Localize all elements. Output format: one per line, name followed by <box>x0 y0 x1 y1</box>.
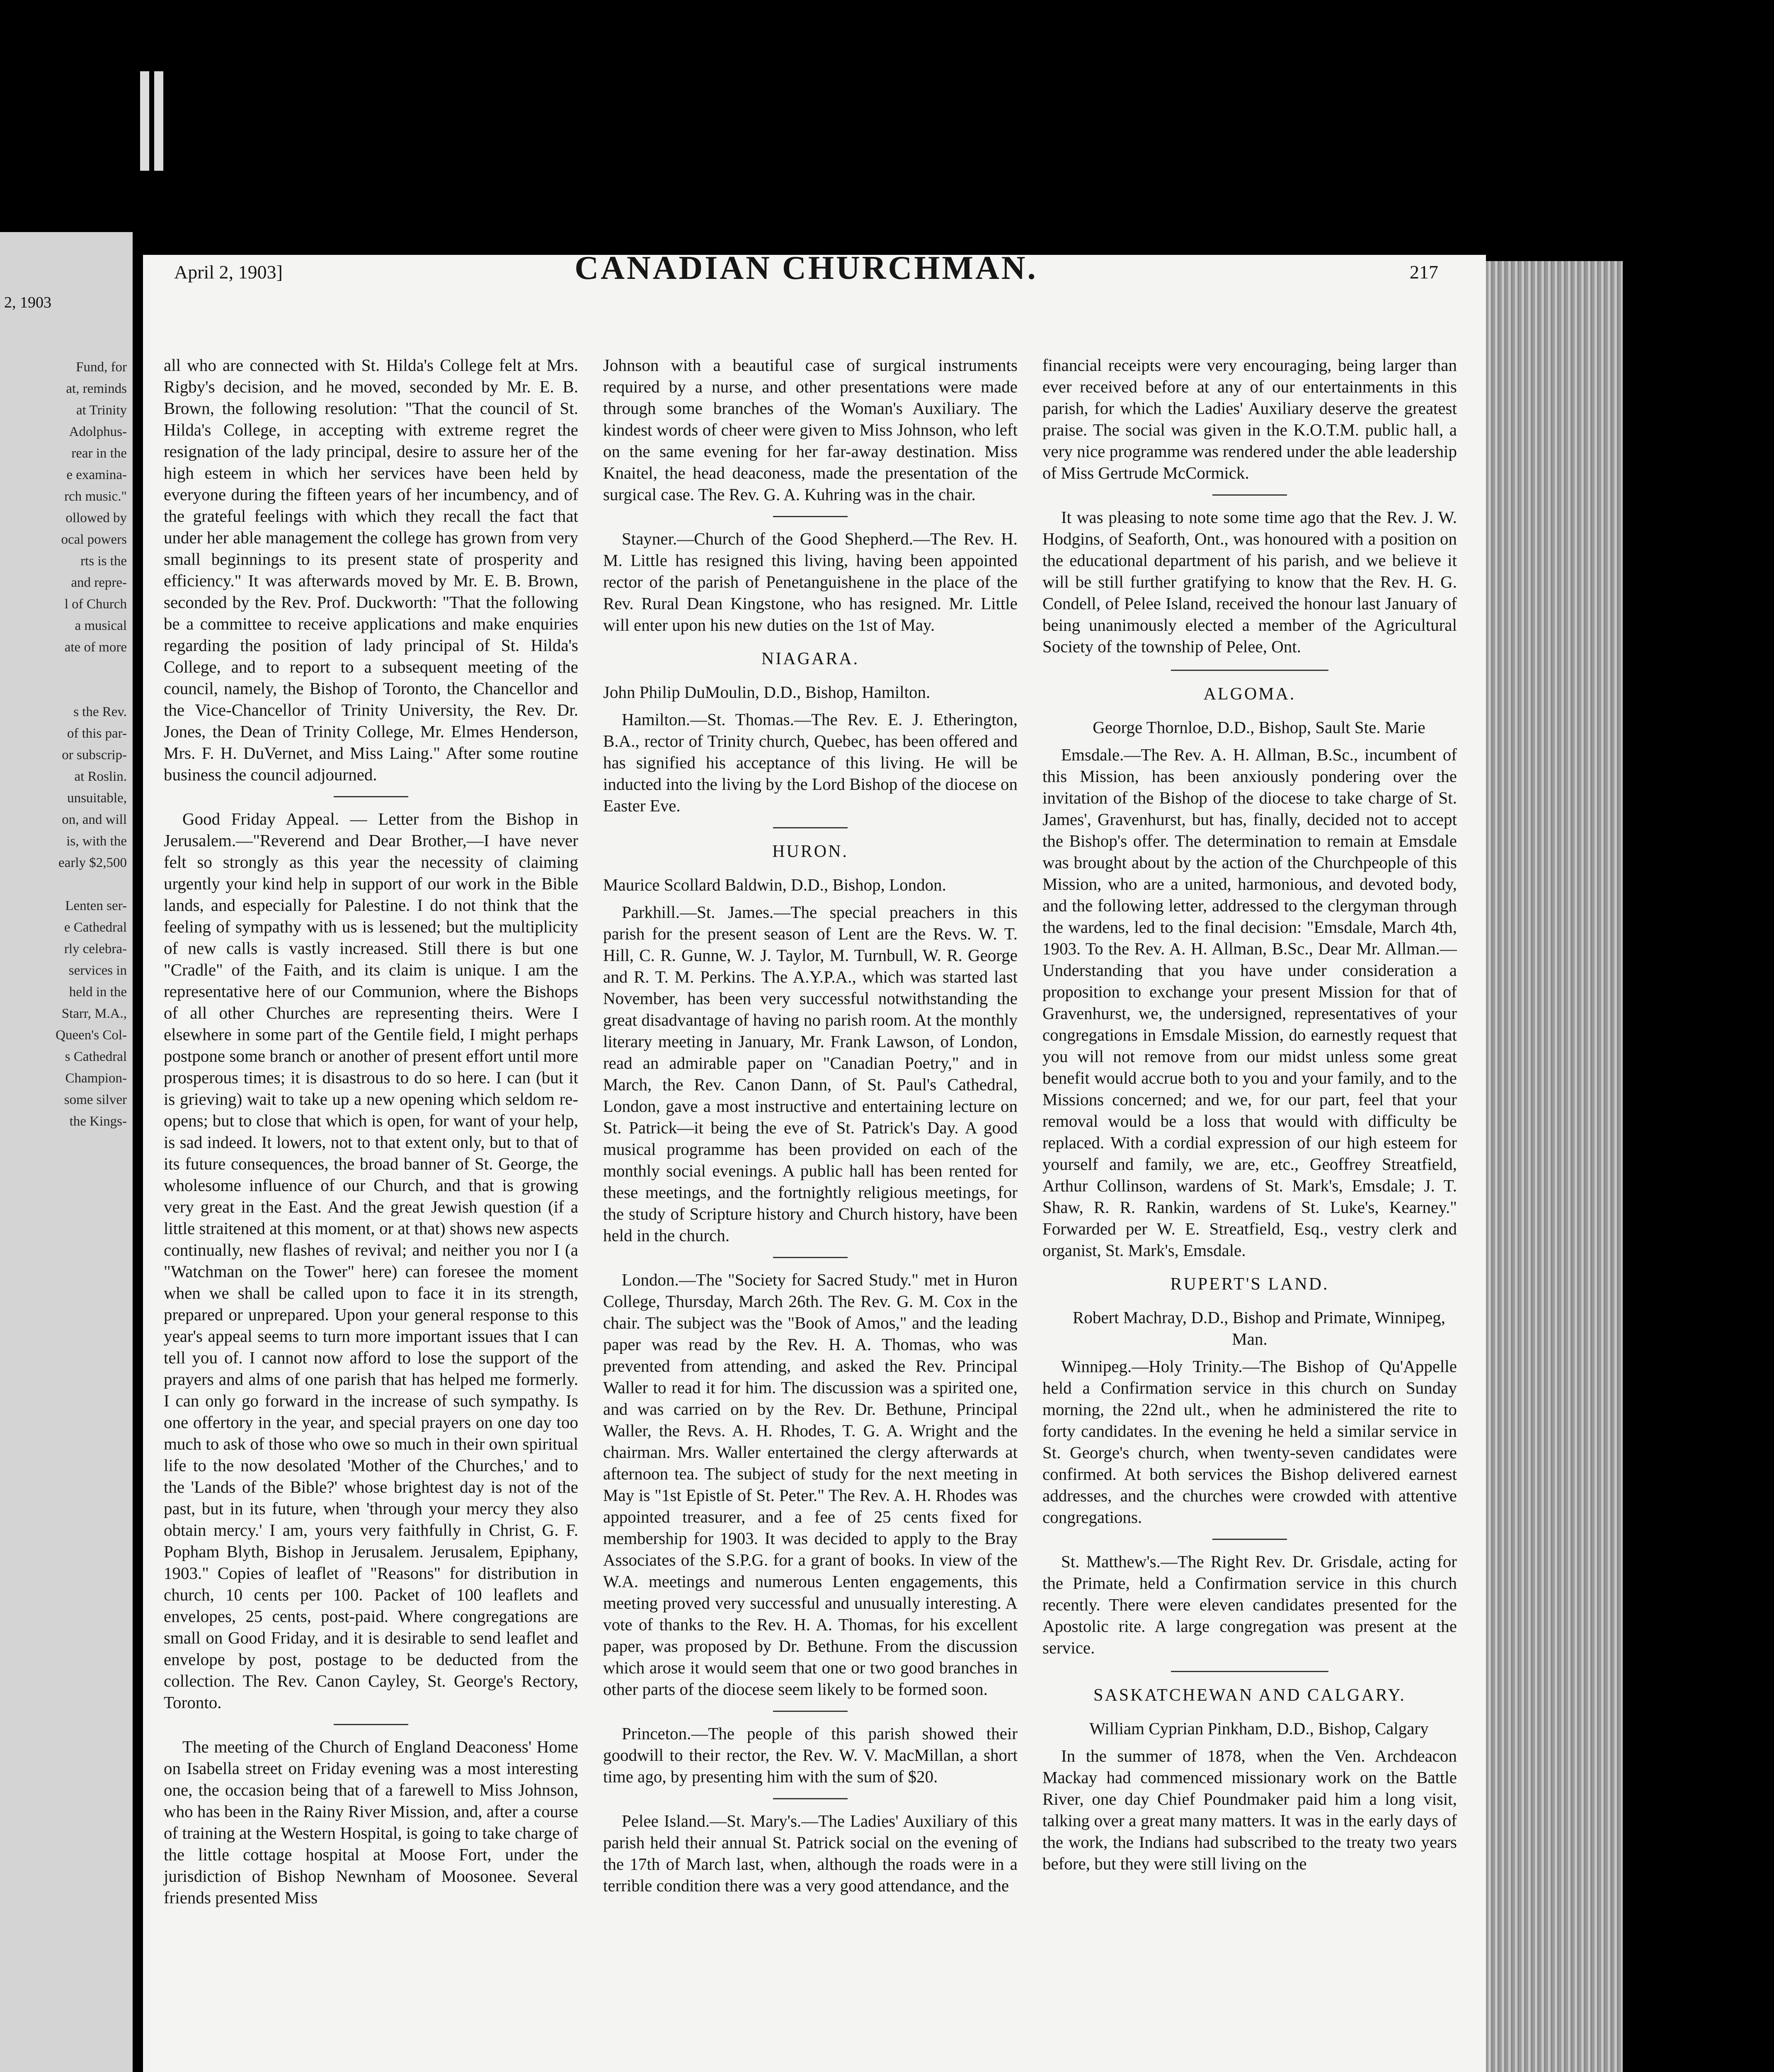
section-rule <box>773 1798 848 1799</box>
previous-page-edge <box>0 232 133 2072</box>
section-rule <box>1212 494 1287 496</box>
section-rule <box>1212 1539 1287 1540</box>
page-stack-edge <box>1486 261 1623 2072</box>
article-paragraph: It was pleasing to note some time ago that the Rev. J. W. Hodgins, of Seaforth, Ont., was honoured with a position on the educational department of his parish, and we believe it will be still further gratifying to know that the Rev. H. G. Condell, of Pelee Island, received the honour last January of being unanimously elected a member of the Agricultural Society of the township of Pelee, Ont. <box>1042 508 1457 656</box>
article-paragraph: Winnipeg.—Holy Trinity.—The Bishop of Qu'Appelle held a Confirmation service in this church on Sunday morning, the 22nd ult., when he administered the rite to forty candidates. In the evening he held a similar service in St. George's church, when twenty-seven candidates were confirmed. At both services the Bishop delivered earnest addresses, and the churches were crowded with attentive congregations. <box>1042 1357 1457 1527</box>
article-paragraph: Parkhill.—St. James.—The special preachers in this parish for the present season of Lent are the Revs. W. T. Hill, C. R. Gunne, W. J. Taylor, M. Turnbull, W. R. George and R. T. M. Perkins. The A.Y.P.A., which was started last November, has been very successful notwithstanding the great disadvantage of having no parish room. At the monthly literary meeting in January, Mr. Frank Lawson, of London, read an admirable paper on "Canadian Poetry," and in March, the Rev. Canon Dann, of St. Paul's Cathedral, London, gave a most instructive and entertaining lecture on St. Patrick—it being the eve of St. Patrick's Day. A good musical programme has been provided on each of the monthly social evenings. A public hall has been rented for these meetings, and the fortnightly religious meetings, for the study of Scripture history and Church history, have been held in the church. <box>603 903 1018 1245</box>
article-paragraph: all who are connected with St. Hilda's College felt at Mrs. Rigby's decision, and he moved, seconded by Mr. E. B. Brown, the following resolution: "That the council of St. Hilda's College, in accepting with extreme regret the resignation of the lady principal, desire to assure her of the high esteem in which her services have been held by everyone during the fifteen years of her incumbency, and of the grateful feelings with which they recall the fact that under her able management the college has grown from very small beginnings to its present state of prosperity and efficiency." It was afterwards moved by Mr. E. B. Brown, seconded by the Rev. Prof. Duckworth: "That the following be a committee to receive applications and make enquiries regarding the position of lady principal of St. Hilda's College, and to report to a subsequent meeting of the council, namely, the Bishop of Toronto, the Chancellor and the Vice-Chancellor of Trinity University, the Rev. Dr. Jones, the Dean of Trinity College, Mr. Elmes Henderson, Mrs. F. H. DuVernet, and Miss Laing." After some routine business the council adjourned. <box>164 356 578 784</box>
article-paragraph: Johnson with a beautiful case of surgical instruments required by a nurse, and other presentations were made through some branches of the Woman's Auxiliary. The kindest words of cheer were given to Miss Johnson, who left on the same evening for her far-away destination. Miss Knaitel, the head deaconess, made the presentation of the surgical case. The Rev. G. A. Kuhring was in the chair. <box>603 356 1018 504</box>
section-rule <box>773 1711 848 1712</box>
film-mark <box>154 71 163 171</box>
section-rule <box>773 516 848 517</box>
article-paragraph: St. Matthew's.—The Right Rev. Dr. Grisdale, acting for the Primate, held a Confirmation service in this church recently. There were eleven candidates presented for the Apostolic rite. A large congregation was present at the service. <box>1042 1552 1457 1657</box>
article-paragraph: London.—The "Society for Sacred Study." met in Huron College, Thursday, March 26th. The Rev. G. M. Cox in the chair. The subject was the "Book of Amos," and the leading paper was read by the Rev. H. A. Thomas, who was prevented from attending, and asked the Rev. Principal Waller to read it for him. The discussion was a spirited one, and was carried on by the Rev. Dr. Bethune, Principal Waller, the Revs. A. H. Rhodes, T. G. A. Wright and the chairman. Mrs. Waller entertained the clergy afterwards at afternoon tea. The subject of study for the next meeting in May is "1st Epistle of St. Peter." The Rev. A. H. Rhodes was appointed treasurer, and a fee of 25 cents fixed for membership for 1903. It was decided to apply to the Bray Associates of the S.P.G. for a grant of books. In view of the W.A. meetings and numerous Lenten engagements, this meeting proved very successful and unusually interesting. A vote of thanks to the Rev. H. A. Thomas, for his excellent paper, was proposed by Dr. Bethune. From the discussion which arose it would seem that one or two good branches in other parts of the diocese seem likely to be formed soon. <box>603 1270 1018 1699</box>
article-paragraph: Emsdale.—The Rev. A. H. Allman, B.Sc., incumbent of this Mission, has been anxiously pondering over the invitation of the Bishop of the diocese to take charge of St. James', Gravenhurst, but has, finally, decided not to accept the Bishop's offer. The determination to remain at Emsdale was brought about by the action of the Churchpeople of this Mission, who are a united, harmonious, and devoted body, and the following letter, addressed to the clergyman through the wardens, led to the final decision: "Emsdale, March 4th, 1903. To the Rev. A. H. Allman, B.Sc., Dear Mr. Allman.—Understanding that you have under consideration a proposition to exchange your present Mission for that of Gravenhurst, we, the undersigned, representatives of your congregations in Emsdale Mission, do earnestly request that you will not remove from our midst unless some great benefit would accrue both to you and your family, and to the Missions concerned; and we, for our part, feel that your removal would be a loss that would with difficulty be replaced. With a cordial expression of our high esteem for yourself and family, we are, etc., Geoffrey Streatfield, Arthur Collinson, wardens of St. Mark's, Emsdale; J. T. Shaw, R. R. Rankin, wardens of St. Luke's, Kearney." Forwarded per W. E. Streatfield, Esq., vestry clerk and organist, St. Mark's, Emsdale. <box>1042 745 1457 1260</box>
article-paragraph: Hamilton.—St. Thomas.—The Rev. E. J. Etherington, B.A., rector of Trinity church, Quebec, has been offered and has signified his acceptance of this living. He will be inducted into the living by the Lord Bishop of the diocese on Easter Eve. <box>603 710 1018 815</box>
article-paragraph: The meeting of the Church of England Deaconess' Home on Isabella street on Friday evening was a most interesting one, the occasion being that of a farewell to Miss Johnson, who has been in the Rainy River Mission, and, after a course of training at the Western Hospital, is going to take charge of the little cottage hospital at Moose Fort, under the jurisdiction of Bishop Newnham of Moosonee. Several friends presented Miss <box>164 1737 578 1907</box>
bishop-line: Robert Machray, D.D., Bishop and Primate, Winnipeg, Man. <box>1072 1308 1446 1348</box>
section-rule <box>334 1724 408 1725</box>
previous-page-header: 2, 1903 <box>4 294 51 311</box>
column-1 <box>164 354 578 1914</box>
page-header <box>174 250 1438 332</box>
section-rule <box>1171 1671 1328 1672</box>
section-rule <box>773 1257 848 1258</box>
column-2 <box>603 354 1018 1902</box>
previous-page-text: Fund, for at, reminds at Trinity Adolphus- rear in the e examina- rch music." ollowed by ocal powers rts is the and repre- l of Church a musical ate of more s the Rev. of this par- or subscrip- at Roslin. unsuitable, on, and will is, with the early $2,500 Lenten ser- e Cathedral rly celebra- services in held in the Starr, M.A., Queen's Col- s Cathedral Champion- some silver the Kings- <box>56 360 127 1129</box>
bishop-line: George Thornloe, D.D., Bishop, Sault Ste. Marie <box>1093 718 1425 737</box>
article-paragraph: In the summer of 1878, when the Ven. Archdeacon Mackay had commenced missionary work on the Battle River, one day Chief Poundmaker paid him a long visit, talking over a great many matters. It was in the early days of the work, the Indians had subscribed to the treaty two years before, but they were still living on the <box>1042 1746 1457 1873</box>
film-mark <box>140 71 149 171</box>
section-rule <box>334 796 408 797</box>
article-paragraph: Pelee Island.—St. Mary's.—The Ladies' Auxiliary of this parish held their annual St. Patrick social on the evening of the 17th of March last, when, although the roads were in a terrible condition there was a very good attendance, and the <box>603 1811 1018 1895</box>
diocese-heading: HURON. <box>772 842 848 861</box>
page-number: 217 <box>1410 261 1438 283</box>
diocese-heading: RUPERT'S LAND. <box>1170 1275 1329 1294</box>
masthead-title: CANADIAN CHURCHMAN. <box>574 250 1038 286</box>
bishop-line: William Cyprian Pinkham, D.D., Bishop, Calgary <box>1089 1719 1429 1738</box>
bishop-line: John Philip DuMoulin, D.D., Bishop, Hamilton. <box>603 683 931 702</box>
article-paragraph: financial receipts were very encouraging, being larger than ever received before at any of our entertainments in this parish, for which the Ladies' Auxiliary deserve the greatest praise. The social was given in the K.O.T.M. public hall, a very nice programme was rendered under the able leadership of Miss Gertrude McCormick. <box>1042 356 1457 482</box>
section-rule <box>1171 670 1328 671</box>
newspaper-page <box>143 250 1486 2072</box>
section-rule <box>773 827 848 828</box>
article-paragraph: Good Friday Appeal. — Letter from the Bishop in Jerusalem.—"Reverend and Dear Brother,—I have never felt so strongly as this year the necessity of claiming urgently your kind help in support of our work in the Bible lands, and especially for Palestine. I do not think that the feeling of sympathy with us is lessened; but the multiplicity of new calls is vastly increased. Still there is but one "Cradle" of the Faith, and its claim is unique. I am the representative here of our Communion, where the Bishops of all other Churches are representing theirs. Were I elsewhere in some part of the Gentile field, I might perhaps postpone some branch or another of present effort until more prosperous times; it is disastrous to do so here. I can (but it is grieving) wait to take up a new opening which seldom re-opens; but to close that which is open, for want of your help, is sad indeed. It lowers, not to that extent only, but to that of its future consequences, the broad banner of St. George, the wholesome influence of our Church, and that is growing very great in the East. And the great Jewish question (if a little straitened at this moment, or at that) shows new aspects continually, new flashes of revival; and neither you nor I (a "Watchman on the Tower" here) can foresee the moment when we shall be called upon to face it in its strength, prepared or unprepared. Upon your general response to this year's appeal seems to turn more important issues that I can tell you of. I cannot now afford to lose the support of the prayers and alms of one parish that has helped me formerly. I can only go forward in the increase of such sympathy. Is one offertory in the year, and special prayers on one day too much to ask of those who owe so much in their own spiritual life to the now desolated 'Mother of the Churches,' and to the 'Lands of the Bible?' whose brightest day is not of the past, but in its future, when 'through your mercy they also obtain mercy.' I am, yours very faithfully in Christ, G. F. Popham Blyth, Bishop in Jerusalem. Jerusalem, Epiphany, 1903." Copies of leaflet of "Reasons" for distribution in church, 10 cents per 100. Packet of 100 leaflets and envelopes, 25 cents, post-paid. Where congregations are small on Good Friday, and it is desirable to send leaflet and envelope by post, postage to be deducted from the collection. The Rev. Canon Cayley, St. George's Rectory, Toronto. <box>164 809 578 1712</box>
article-paragraph: Princeton.—The people of this parish showed their goodwill to their rector, the Rev. W. V. MacMillan, a short time ago, by presenting him with the sum of $20. <box>603 1724 1018 1786</box>
article-paragraph: Stayner.—Church of the Good Shepherd.—The Rev. H. M. Little has resigned this living, having been appointed rector of the parish of Penetanguishene in the place of the Rev. Rural Dean Kingstone, who has resigned. Mr. Little will enter upon his new duties on the 1st of May. <box>603 529 1018 634</box>
diocese-heading: ALGOMA. <box>1203 685 1296 704</box>
diocese-heading: SASKATCHEWAN AND CALGARY. <box>1093 1686 1406 1705</box>
issue-date: April 2, 1903] <box>174 261 283 283</box>
bishop-line: Maurice Scollard Baldwin, D.D., Bishop, London. <box>603 875 946 894</box>
column-3 <box>1042 354 1457 1880</box>
diocese-heading: NIAGARA. <box>761 649 860 668</box>
